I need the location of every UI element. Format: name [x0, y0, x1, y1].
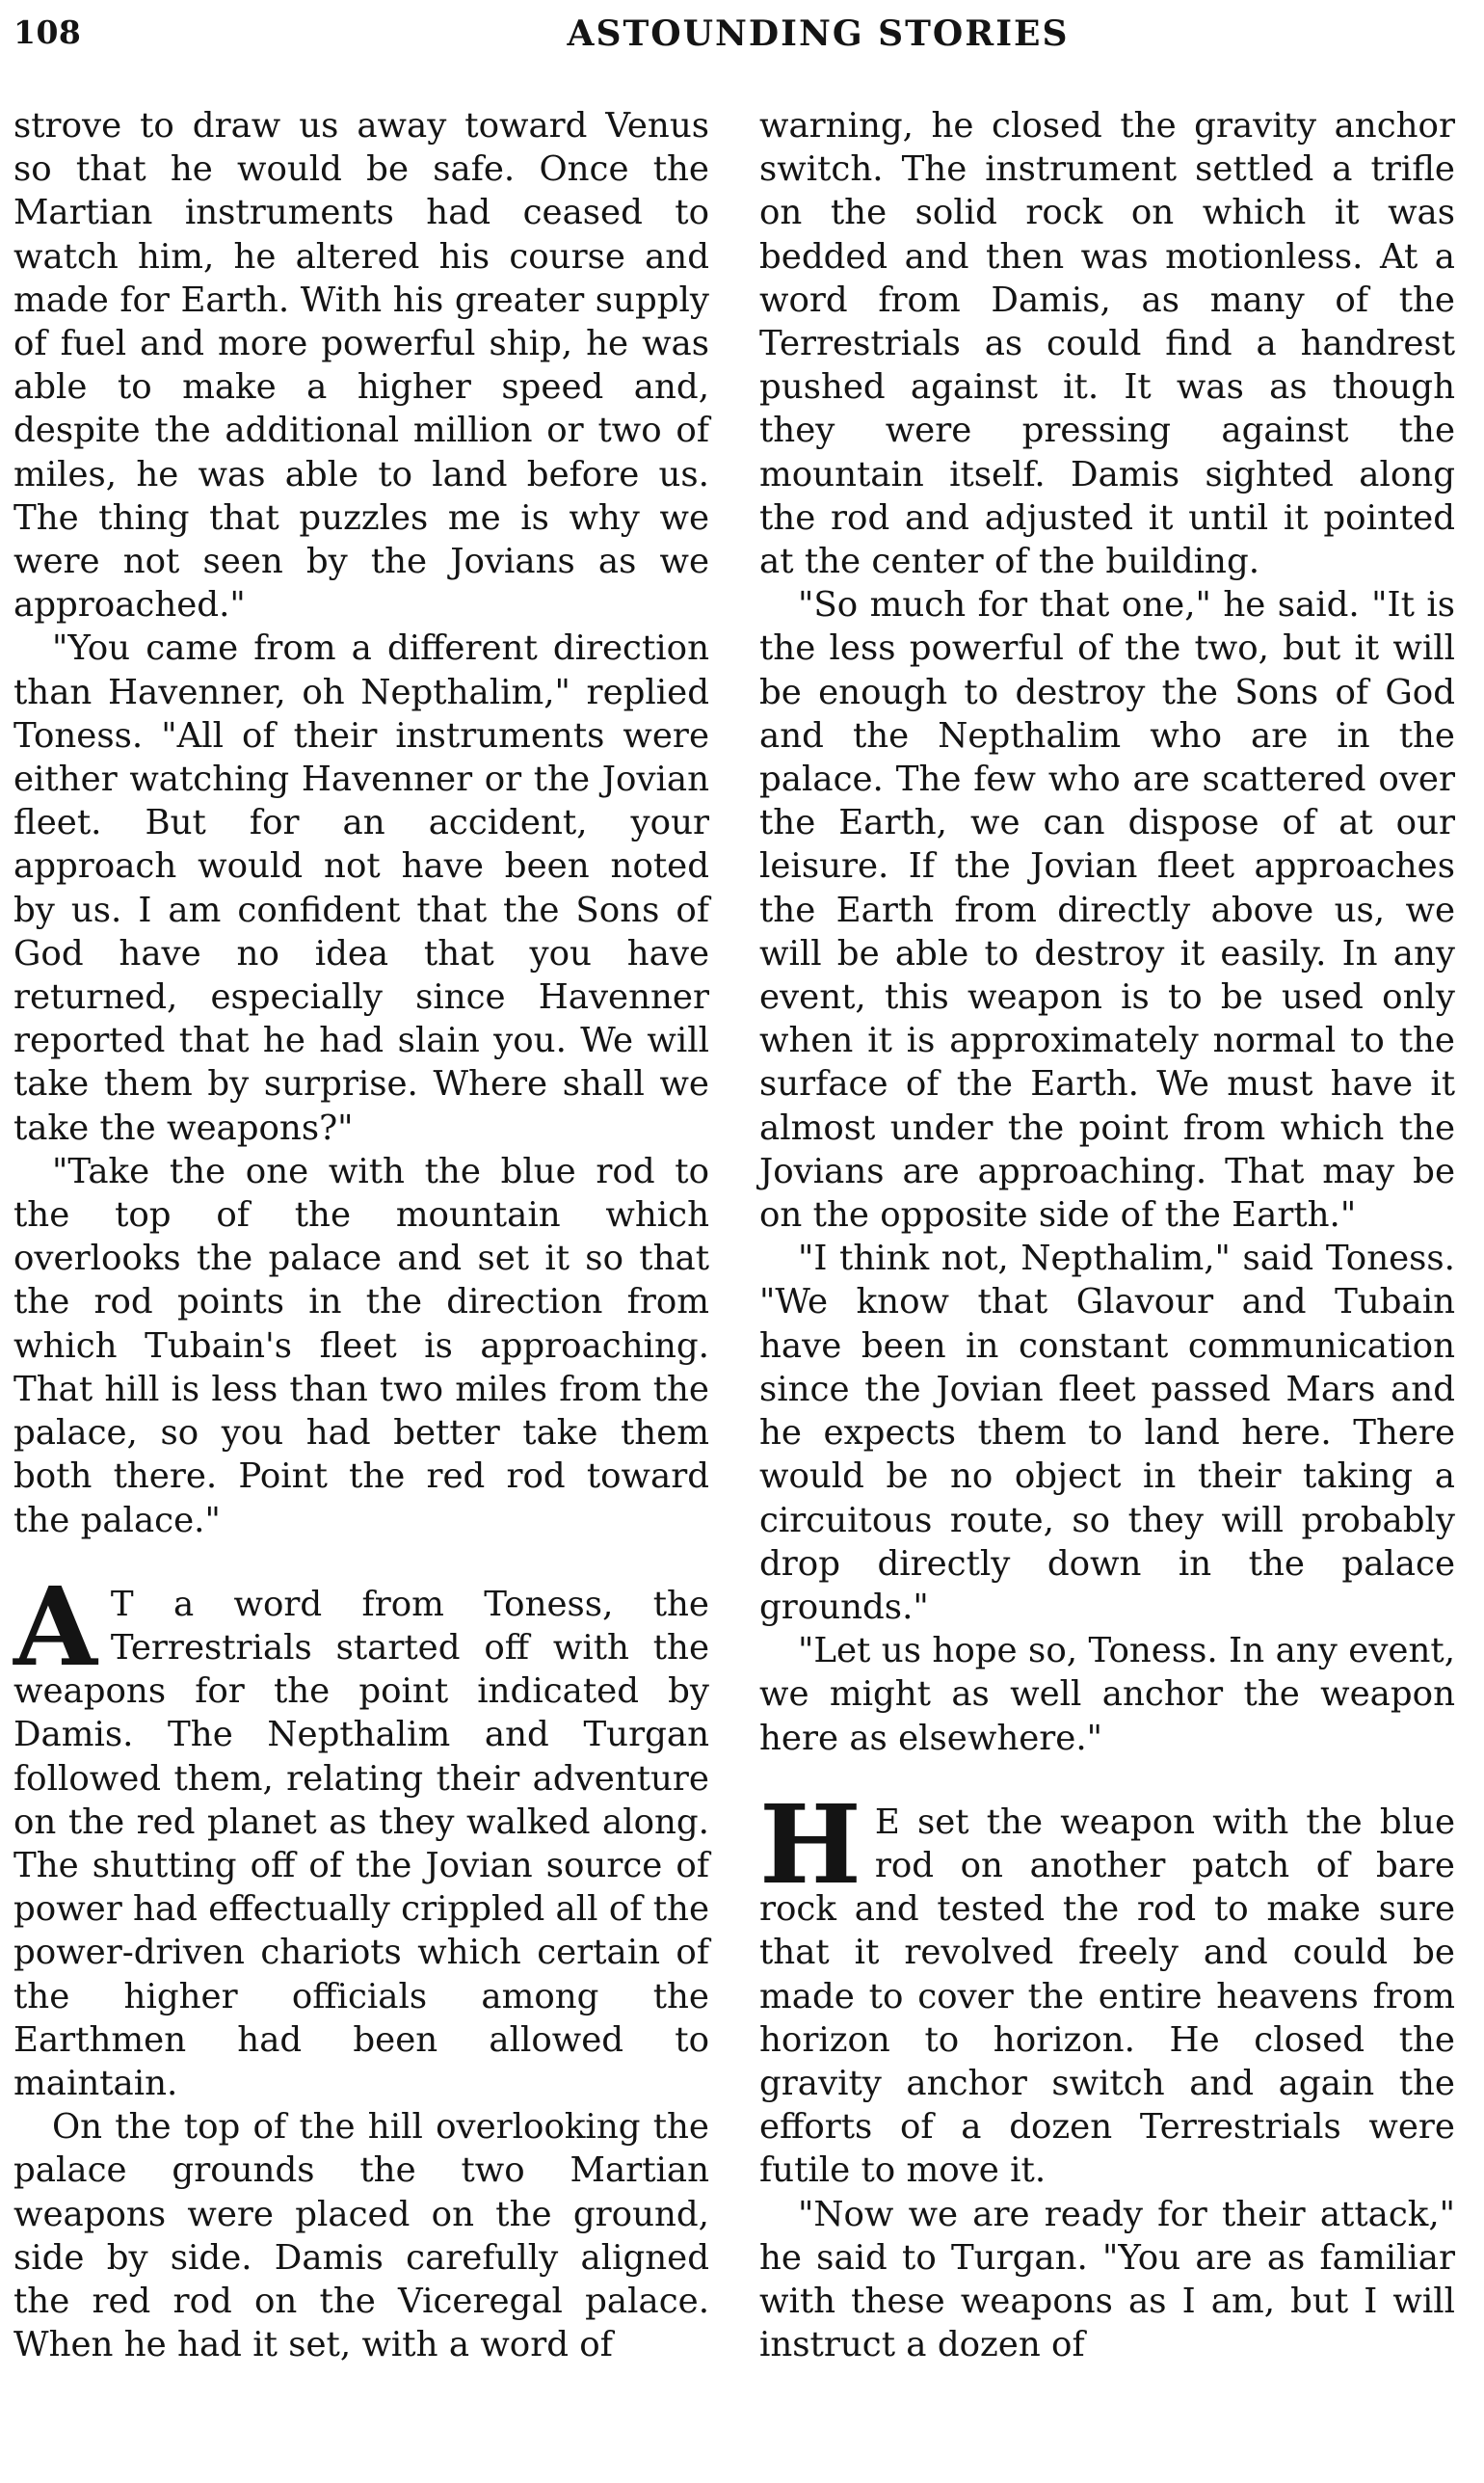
page-number: 108 — [13, 13, 82, 51]
drop-cap-h: H — [759, 1781, 861, 1909]
right-column — [759, 104, 1455, 2366]
left-paragraph-1: strove to draw us away toward Venus so that he would be safe. Once the Martian instruments had ceased to watch him, he altered his course and made for Earth. With his greater supply of fuel and more powerful ship, he was able to make a higher speed and, despite the additional million or two of miles, he was able to land before us. The thing that puzzles me is why we were not seen by the Jovians as we approached." — [13, 106, 709, 626]
drop-cap-a: A — [13, 1563, 97, 1691]
right-paragraph-4: "Let us hope so, Toness. In any event, we might as well anchor the weapon here as elsewhere." — [759, 1631, 1455, 1758]
right-paragraph-3: "I think not, Nepthalim," said Toness. "We know that Glavour and Tubain have been in constant communication since the Jovian fleet passed Mars and he expects them to land here. There would be no object in their taking a circuitous route, so they will probably drop directly down in the palace grounds." — [759, 1239, 1455, 1627]
running-title: ASTOUNDING STORIES — [567, 13, 1070, 54]
left-column — [13, 104, 709, 2366]
left-section-text: T a word from Toness, the Terrestrials started off with the weapons for the point indicated by Damis. The Nepthalim and Turgan followed them, relating their adventure on the red planet as they walked along. The shutting off of the Jovian source of power had effectually crippled all of the power-driven chariots which certain of the higher officials among the Earthmen had been allowed to maintain. — [13, 1584, 709, 2103]
left-paragraph-5: On the top of the hill overlooking the palace grounds the two Martian weapons were placed on the ground, side by side. Damis carefully aligned the red rod on the Viceregal palace. When he had it set, with a word of — [13, 2107, 709, 2365]
right-section-paragraph — [759, 1781, 1455, 2193]
right-paragraph-6: "Now we are ready for their attack," he said to Turgan. "You are as familiar with these weapons as I am, but I will instruct a dozen of — [759, 2194, 1455, 2365]
page-header — [13, 13, 1469, 66]
right-paragraph-1: warning, he closed the gravity anchor switch. The instrument settled a trifle on the solid rock on which it was bedded and then was motionless. At a word from Damis, as many of the Terrestrials as could find a handrest pushed against it. It was as though they were pressing against the mountain itself. Damis sighted along the rod and adjusted it until it pointed at the center of the building. — [759, 106, 1455, 582]
right-section-text: E set the weapon with the blue rod on another patch of bare rock and tested the rod to make sure that it revolved freely and could be made to cover the entire heavens from horizon to horizon. He closed the gravity anchor switch and again the efforts of a dozen Terrestrials were futile to move it. — [759, 1802, 1455, 2191]
left-paragraph-3: "Take the one with the blue rod to the top of the mountain which overlooks the palace and set it so that the rod points in the direction from which Tubain's fleet is approaching. That hill is less than two miles from the palace, so you had better take them both there. Point the red rod toward the palace." — [13, 1151, 709, 1540]
right-paragraph-2: "So much for that one," he said. "It is the less powerful of the two, but it will be enough to destroy the Sons of God and the Nepthalim who are in the palace. The few who are scattered over the Earth, we can dispose of at our leisure. If the Jovian fleet approaches the Earth from directly above us, we will be able to destroy it easily. In any event, this weapon is to be used only when it is approximately normal to the surface of the Earth. We must have it almost under the point from which the Jovians are approaching. That may be on the opposite side of the Earth." — [759, 585, 1455, 1236]
left-section-paragraph — [13, 1563, 709, 2105]
left-paragraph-2: "You came from a different direction than Havenner, oh Nepthalim," replied Toness. "All of their instruments were either watching Havenner or the Jovian fleet. But for an accident, your approach would not have been noted by us. I am confident that the Sons of God have no idea that you have returned, especially since Havenner reported that he had slain you. We will take them by surprise. Where shall we take the weapons?" — [13, 628, 709, 1148]
